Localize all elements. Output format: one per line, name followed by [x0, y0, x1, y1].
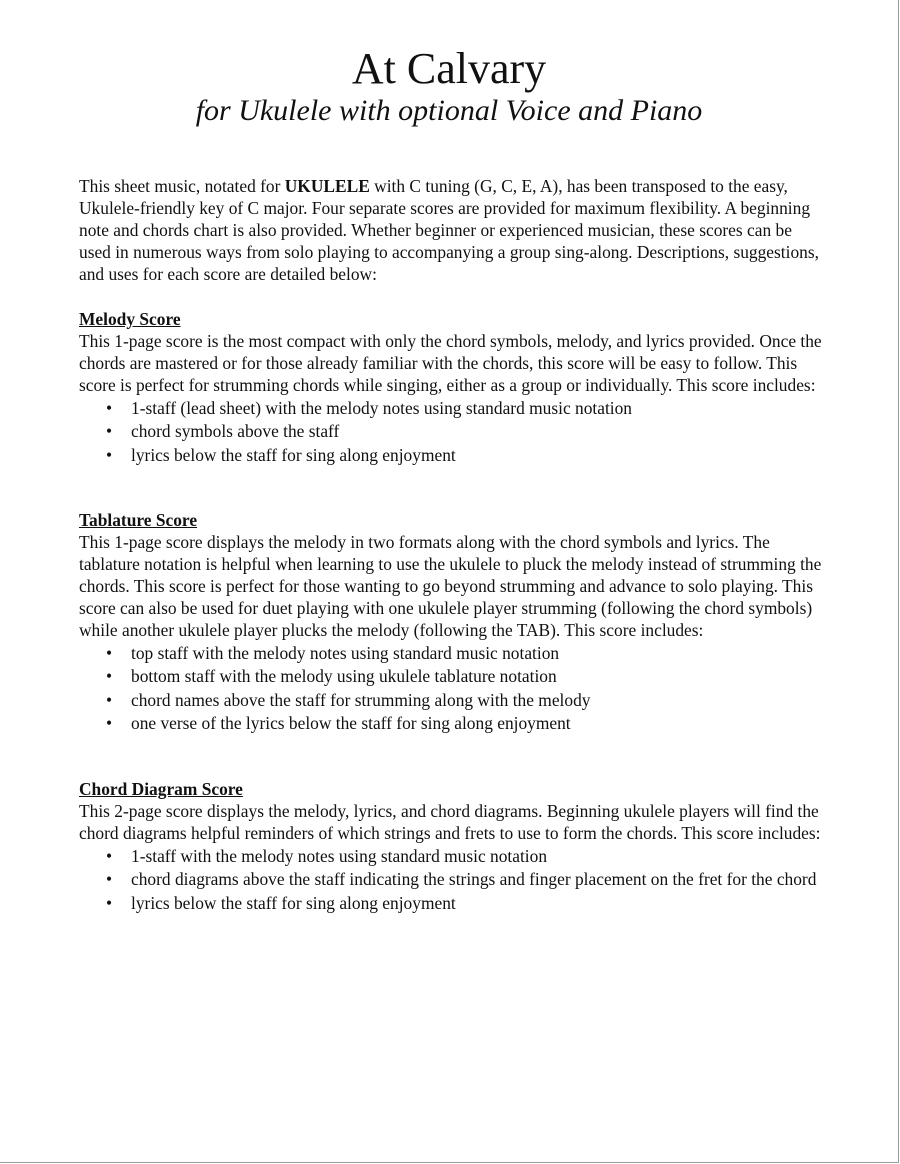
intro-paragraph [79, 175, 824, 285]
list-item [79, 689, 824, 711]
section-tablature-score [79, 509, 824, 735]
section-description: This 2-page score displays the melody, lyrics, and chord diagrams. Beginning ukulele players will find the chord diagrams helpful reminders of which strings and frets to use to form the chords. This score includes: [79, 801, 821, 843]
bullet-icon: • [106, 689, 113, 710]
list-item [79, 892, 824, 914]
section-heading: Chord Diagram Score [79, 779, 243, 799]
list-item-text: chord names above the staff for strumming along with the melody [131, 689, 591, 710]
list-item [79, 712, 824, 734]
list-item-text: bottom staff with the melody using ukulele tablature notation [131, 666, 557, 687]
section-heading: Tablature Score [79, 510, 198, 530]
list-item-text: 1-staff with the melody notes using standard music notation [131, 846, 548, 866]
bullet-icon: • [106, 712, 113, 733]
page-title: At Calvary [351, 44, 547, 93]
list-item-text: chord diagrams above the staff indicating the strings and finger placement on the fret for the chord [131, 869, 817, 890]
section-description: This 1-page score is the most compact with only the chord symbols, melody, and lyrics provided. Once the chords are mastered or for those already familiar with the chords, this score will be easy to follow. This score is perfect for strumming chords while singing, either as a group or individually. This score includes: [79, 331, 822, 395]
list-item-text: lyrics below the staff for sing along enjoyment [131, 892, 456, 913]
list-item-text: top staff with the melody notes using standard music notation [131, 643, 560, 663]
section-melody-score [79, 308, 824, 467]
bullet-icon: • [106, 892, 113, 913]
section-description: This 1-page score displays the melody in two formats along with the chord symbols and lyrics. The tablature notation is helpful when learning to use the ukulele to pluck the melody instead of strumming the chords. This score is perfect for those wanting to go beyond strumming and advance to solo playing. This score can also be used for duet playing with one ukulele player strumming (following the chord symbols) while another ukulele player plucks the melody (following the TAB). This score includes: [79, 532, 822, 640]
bullet-list [79, 845, 824, 914]
list-item-text: one verse of the lyrics below the staff for sing along enjoyment [131, 712, 571, 733]
list-item [79, 397, 824, 419]
list-item-text: chord symbols above the staff [131, 421, 340, 442]
bullet-icon: • [106, 666, 113, 687]
bullet-icon: • [106, 398, 113, 418]
list-item [79, 420, 824, 442]
list-item [79, 665, 824, 687]
bullet-icon: • [106, 444, 113, 465]
bullet-icon: • [106, 869, 113, 890]
list-item [79, 845, 824, 867]
intro-text-start: This sheet music, notated for [79, 176, 285, 196]
section-chord-diagram-score [79, 778, 824, 915]
list-item-text: lyrics below the staff for sing along enjoyment [131, 444, 456, 465]
section-heading: Melody Score [79, 309, 181, 329]
bullet-list [79, 397, 824, 466]
bullet-list [79, 642, 824, 734]
list-item [79, 444, 824, 466]
bullet-icon: • [106, 846, 113, 866]
page-subtitle: for Ukulele with optional Voice and Piano [195, 94, 703, 127]
list-item [79, 642, 824, 664]
intro-text-rest: with C tuning (G, C, E, A), has been transposed to the easy, Ukulele-friendly key of C major. Four separate scores are provided for maximum flexibility. A beginning note and chords chart is also provided. Whether beginner or experienced musician, these scores can be used in numerous ways from solo playing to accompanying a group sing-along. Descriptions, suggestions, and uses for each score are detailed below: [79, 176, 819, 284]
intro-bold-instrument: UKULELE [284, 176, 370, 196]
bullet-icon: • [106, 643, 113, 663]
bullet-icon: • [106, 421, 113, 442]
list-item [79, 868, 824, 890]
list-item-text: 1-staff (lead sheet) with the melody notes using standard music notation [131, 398, 632, 418]
